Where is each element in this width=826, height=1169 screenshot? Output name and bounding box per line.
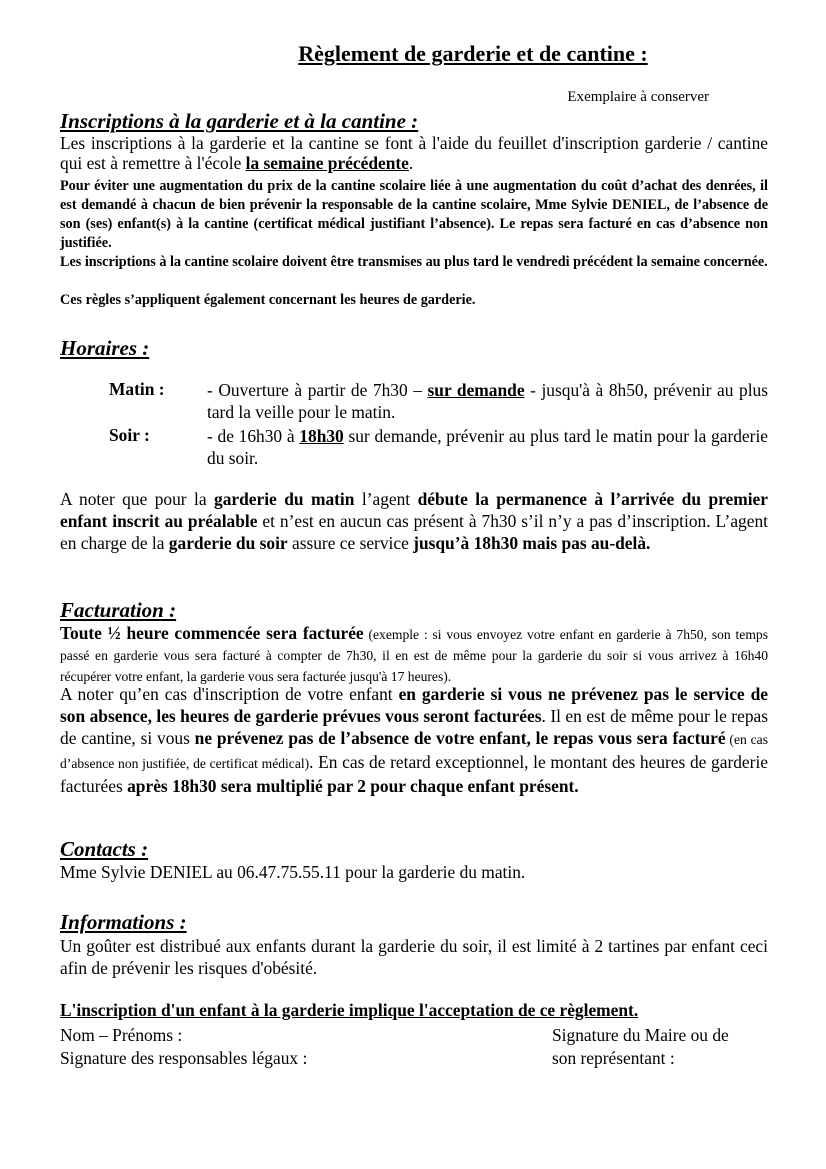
note-text-5: et n’est en aucun cas présent à 7h30 s’il n’y a pas d’inscription. L’agent en charge de la (60, 511, 768, 553)
acceptance-statement: L'inscription d'un enfant à la garderie implique l'acceptation de ce règlement. (60, 1000, 639, 1020)
inscriptions-rule-1: Pour éviter une augmentation du prix de la cantine scolaire liée à une augmentation du coût d’achat des denrées, il est demandé à chacun de bien prévenir la responsable de la cantine scolaire, Mme Sylvie DENIEL, de l’absence de son (ses) enfant(s) à la cantine (certificat médical justifiant l’absence). Le repas sera facturé en cas d’absence non justifiée. (60, 178, 768, 251)
facturation-heading: Facturation : (60, 598, 177, 622)
parents-signature-label: Signature des responsables légaux : (60, 1048, 308, 1068)
informations-heading: Informations : (60, 910, 187, 934)
informations-line: Un goûter est distribué aux enfants durant la garderie du soir, il est limité à 2 tartines par enfant ceci afin de prévenir les risques d'obésité. (60, 936, 768, 978)
inscriptions-heading: Inscriptions à la garderie et à la cantine : (60, 109, 419, 133)
fact-text-1: A noter qu’en cas d'inscription de votre enfant (60, 684, 399, 704)
facturation-example: (exemple : si vous envoyez votre enfant en garderie à 7h50, son temps passé en garderie vous sera facturé à compter de 7h30, il en est de même pour la garderie du soir si vous arrivez à 16h40 récupérer votre enfant, la garderie vous sera facturée jusqu'à 17 heures). (60, 627, 768, 684)
matin-text-c: - jusqu'à à 8h50, prévenir au plus tard la veille pour le matin. (207, 380, 769, 422)
matin-schedule (207, 379, 768, 423)
note-text-6: garderie du soir (168, 533, 288, 553)
facturation-half-hour: Toute ½ heure commencée sera facturée (60, 623, 364, 643)
mayor-signature-label-1: Signature du Maire ou de (552, 1025, 729, 1045)
fact-text-4: ne prévenez pas de l’absence de votre enfant, le repas vous sera facturé (194, 728, 726, 748)
contacts-line: Mme Sylvie DENIEL au 06.47.75.55.11 pour la garderie du matin. (60, 862, 526, 882)
note-text-2: garderie du matin (214, 489, 355, 509)
inscriptions-text-c: . (408, 153, 414, 173)
facturation-note (60, 683, 768, 797)
soir-end-time: 18h30 (299, 426, 344, 446)
inscriptions-rule-2: Les inscriptions à la cantine scolaire doivent être transmises au plus tard le vendredi précédent la semaine concernée. (60, 254, 768, 270)
mayor-signature-label-2: son représentant : (552, 1048, 675, 1068)
note-text-3: l’agent (354, 489, 418, 509)
inscriptions-paragraph (60, 133, 768, 173)
note-text-1: A noter que pour la (60, 489, 214, 509)
soir-text-a: - de 16h30 à (207, 426, 300, 446)
contacts-heading: Contacts : (60, 837, 149, 861)
inscriptions-rule-3: Ces règles s’appliquent également concernant les heures de garderie. (60, 292, 476, 308)
note-text-4: débute la permanence à l’arrivée du premier enfant inscrit au préalable (60, 489, 768, 531)
page-title: Règlement de garderie et de cantine : (298, 41, 648, 66)
horaires-note (60, 488, 768, 554)
fact-text-6: . En cas de retard exceptionnel, le montant des heures de garderie facturées (60, 752, 768, 796)
fact-text-7: après 18h30 sera multiplié par 2 pour chaque enfant présent. (127, 776, 579, 796)
horaires-heading: Horaires : (60, 336, 150, 360)
soir-schedule (207, 425, 768, 469)
fact-text-2: en garderie si vous ne prévenez pas le service de son absence, les heures de garderie prévues vous seront facturées (60, 684, 768, 726)
soir-text-c: sur demande, prévenir au plus tard le matin pour la garderie du soir. (207, 426, 768, 468)
copy-note: Exemplaire à conserver (567, 89, 709, 105)
fact-text-5: (en cas d’absence non justifiée, de certificat médical) (60, 732, 768, 771)
note-text-7: assure ce service (287, 533, 414, 553)
matin-on-demand: sur demande (427, 380, 525, 400)
facturation-rule (60, 623, 768, 686)
name-label: Nom – Prénoms : (60, 1025, 183, 1045)
inscriptions-deadline: la semaine précédente (245, 153, 409, 173)
soir-label: Soir : (109, 425, 150, 445)
matin-text-a: - Ouverture à partir de 7h30 – (207, 380, 428, 400)
note-text-8: jusqu’à 18h30 mais pas au-delà. (413, 533, 651, 553)
inscriptions-text-a: Les inscriptions à la garderie et la cantine se font à l'aide du feuillet d'inscription garderie / cantine qui est à remettre à l'école (60, 133, 768, 173)
fact-text-3: . Il en est de même pour le repas de cantine, si vous (60, 706, 768, 748)
matin-label: Matin : (109, 379, 165, 399)
